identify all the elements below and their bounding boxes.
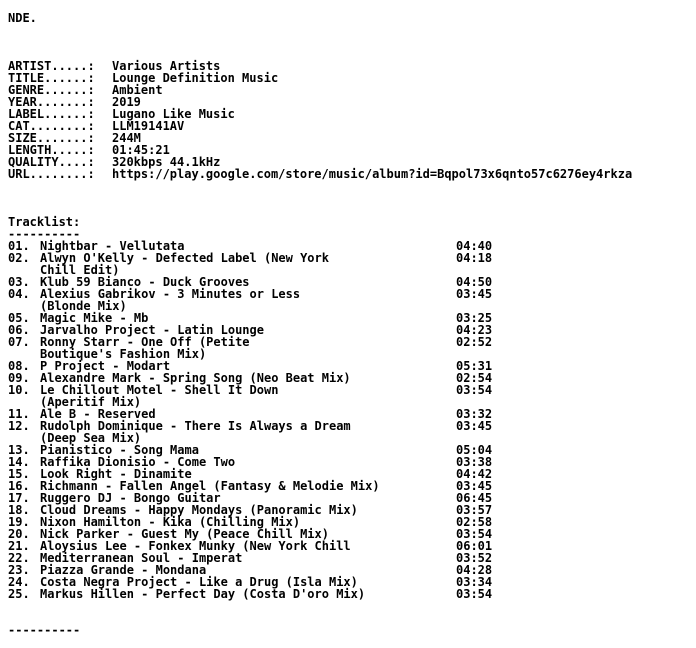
- info-value: 320kbps 44.1kHz: [112, 155, 221, 169]
- track-row: [8, 420, 696, 444]
- track-title-line: Ronny Starr - One Off (Petite: [40, 335, 250, 349]
- track-duration: 03:45: [456, 479, 493, 493]
- track-title-line: Alexius Gabrikov - 3 Minutes or Less: [40, 287, 301, 301]
- track-title: [40, 252, 456, 276]
- track-duration: 03:57: [456, 503, 493, 517]
- track-duration: 04:40: [456, 239, 493, 253]
- track-duration: 04:42: [456, 467, 493, 481]
- track-duration: 03:25: [456, 311, 493, 325]
- track-row: [8, 288, 696, 312]
- track-duration: 03:54: [456, 383, 493, 397]
- track-number: 24.: [8, 575, 30, 589]
- header-text: NDE.: [8, 11, 37, 25]
- track-number: 03.: [8, 275, 30, 289]
- track-title-line: Raffika Dionisio - Come Two: [40, 455, 236, 469]
- footer-rule: ----------: [8, 623, 81, 637]
- track-number: 22.: [8, 551, 30, 565]
- track-title-line: (Blonde Mix): [40, 299, 127, 313]
- track-title-line: P Project - Modart: [40, 359, 171, 373]
- tracklist-underline: ----------: [8, 227, 81, 241]
- info-key: YEAR.......:: [8, 95, 95, 109]
- info-value: https://play.google.com/store/music/album?id=Bqpol73x6qnto57c6276ey4rkza: [112, 167, 633, 181]
- track-title-line: Look Right - Dinamite: [40, 467, 192, 481]
- track-title-line: Costa Negra Project - Like a Drug (Isla Mix): [40, 575, 358, 589]
- track-duration: 03:45: [456, 419, 493, 433]
- track-number: 02.: [8, 251, 30, 265]
- track-duration: 03:54: [456, 587, 493, 601]
- info-value: Various Artists: [112, 59, 221, 73]
- track-duration: 02:58: [456, 515, 493, 529]
- track-title-line: Boutique's Fashion Mix): [40, 347, 207, 361]
- track-number: 09.: [8, 371, 30, 385]
- track-title-line: Klub 59 Bianco - Duck Grooves: [40, 275, 250, 289]
- track-title-line: Markus Hillen - Perfect Day (Costa D'oro Mix): [40, 587, 366, 601]
- track-title: [40, 336, 456, 360]
- track-title: [40, 588, 456, 600]
- track-title-line: Richmann - Fallen Angel (Fantasy & Melodie Mix): [40, 479, 380, 493]
- track-title-line: Nightbar - Vellutata: [40, 239, 185, 253]
- track-title-line: Piazza Grande - Mondana: [40, 563, 207, 577]
- track-title-line: Alwyn O'Kelly - Defected Label (New York: [40, 251, 329, 265]
- track-row: [8, 588, 696, 600]
- info-value: Lugano Like Music: [112, 107, 235, 121]
- release-info: [8, 60, 696, 180]
- track-duration: 02:54: [456, 371, 493, 385]
- track-duration: 02:52: [456, 335, 493, 349]
- tracklist-heading: Tracklist:: [8, 215, 81, 229]
- info-key: LABEL......:: [8, 107, 95, 121]
- track-number: 11.: [8, 407, 30, 421]
- track-row: [8, 384, 696, 408]
- info-key: CAT........:: [8, 119, 95, 133]
- info-value: LLM19141AV: [112, 119, 185, 133]
- info-value: Ambient: [112, 83, 163, 97]
- track-number: 12.: [8, 419, 30, 433]
- track-title-line: Alexandre Mark - Spring Song (Neo Beat Mix): [40, 371, 351, 385]
- track-duration: 05:31: [456, 359, 493, 373]
- track-title-line: (Deep Sea Mix): [40, 431, 142, 445]
- track-number: 08.: [8, 359, 30, 373]
- track-title-line: Nixon Hamilton - Kika (Chilling Mix): [40, 515, 301, 529]
- track-duration: 03:38: [456, 455, 493, 469]
- track-title: [40, 384, 456, 408]
- track-title-line: Ale B - Reserved: [40, 407, 156, 421]
- track-number: 16.: [8, 479, 30, 493]
- info-key: SIZE.......:: [8, 131, 95, 145]
- info-key: LENGTH.....:: [8, 143, 95, 157]
- track-number: 13.: [8, 443, 30, 457]
- info-row: [8, 168, 696, 180]
- track-duration: 06:01: [456, 539, 493, 553]
- track-number: 01.: [8, 239, 30, 253]
- track-number: 21.: [8, 539, 30, 553]
- track-title-line: Aloysius Lee - Fonkex Munky (New York Chill: [40, 539, 351, 553]
- nfo-document: [8, 12, 696, 636]
- info-value: 244M: [112, 131, 141, 145]
- track-duration: 03:34: [456, 575, 493, 589]
- track-number: 20.: [8, 527, 30, 541]
- track-duration: 04:23: [456, 323, 493, 337]
- info-key: GENRE......:: [8, 83, 95, 97]
- track-title-line: Magic Mike - Mb: [40, 311, 149, 325]
- track-title-line: Le Chillout Motel - Shell It Down: [40, 383, 279, 397]
- info-key: TITLE......:: [8, 71, 95, 85]
- track-number: 25.: [8, 587, 30, 601]
- track-title-line: Mediterranean Soul - Imperat: [40, 551, 243, 565]
- track-duration: 05:04: [456, 443, 493, 457]
- track-number: 17.: [8, 491, 30, 505]
- track-title: [40, 288, 456, 312]
- info-key: URL........:: [8, 167, 95, 181]
- track-title: [40, 420, 456, 444]
- track-title-line: Ruggero DJ - Bongo Guitar: [40, 491, 221, 505]
- track-title-line: Pianistico - Song Mama: [40, 443, 199, 457]
- track-number: 14.: [8, 455, 30, 469]
- info-value: Lounge Definition Music: [112, 71, 279, 85]
- track-duration: 06:45: [456, 491, 493, 505]
- tracklist: [8, 240, 696, 600]
- info-value: 01:45:21: [112, 143, 170, 157]
- track-duration: 03:32: [456, 407, 493, 421]
- track-number: 15.: [8, 467, 30, 481]
- track-row: [8, 336, 696, 360]
- track-duration: 04:50: [456, 275, 493, 289]
- track-number: 05.: [8, 311, 30, 325]
- track-number: 04.: [8, 287, 30, 301]
- track-title-line: Jarvalho Project - Latin Lounge: [40, 323, 264, 337]
- track-number: 10.: [8, 383, 30, 397]
- track-number: 23.: [8, 563, 30, 577]
- track-title-line: (Aperitif Mix): [40, 395, 142, 409]
- track-title-line: Cloud Dreams - Happy Mondays (Panoramic Mix): [40, 503, 358, 517]
- info-key: QUALITY....:: [8, 155, 95, 169]
- track-duration: 03:54: [456, 527, 493, 541]
- track-number: 07.: [8, 335, 30, 349]
- track-row: [8, 252, 696, 276]
- track-duration: 03:45: [456, 287, 493, 301]
- info-value: 2019: [112, 95, 141, 109]
- track-number: 19.: [8, 515, 30, 529]
- track-title-line: Nick Parker - Guest My (Peace Chill Mix): [40, 527, 329, 541]
- info-key: ARTIST.....:: [8, 59, 95, 73]
- track-duration: 03:52: [456, 551, 493, 565]
- track-number: 18.: [8, 503, 30, 517]
- track-title-line: Rudolph Dominique - There Is Always a Dream: [40, 419, 351, 433]
- track-number: 06.: [8, 323, 30, 337]
- track-title-line: Chill Edit): [40, 263, 120, 277]
- track-duration: 04:18: [456, 251, 493, 265]
- track-duration: 04:28: [456, 563, 493, 577]
